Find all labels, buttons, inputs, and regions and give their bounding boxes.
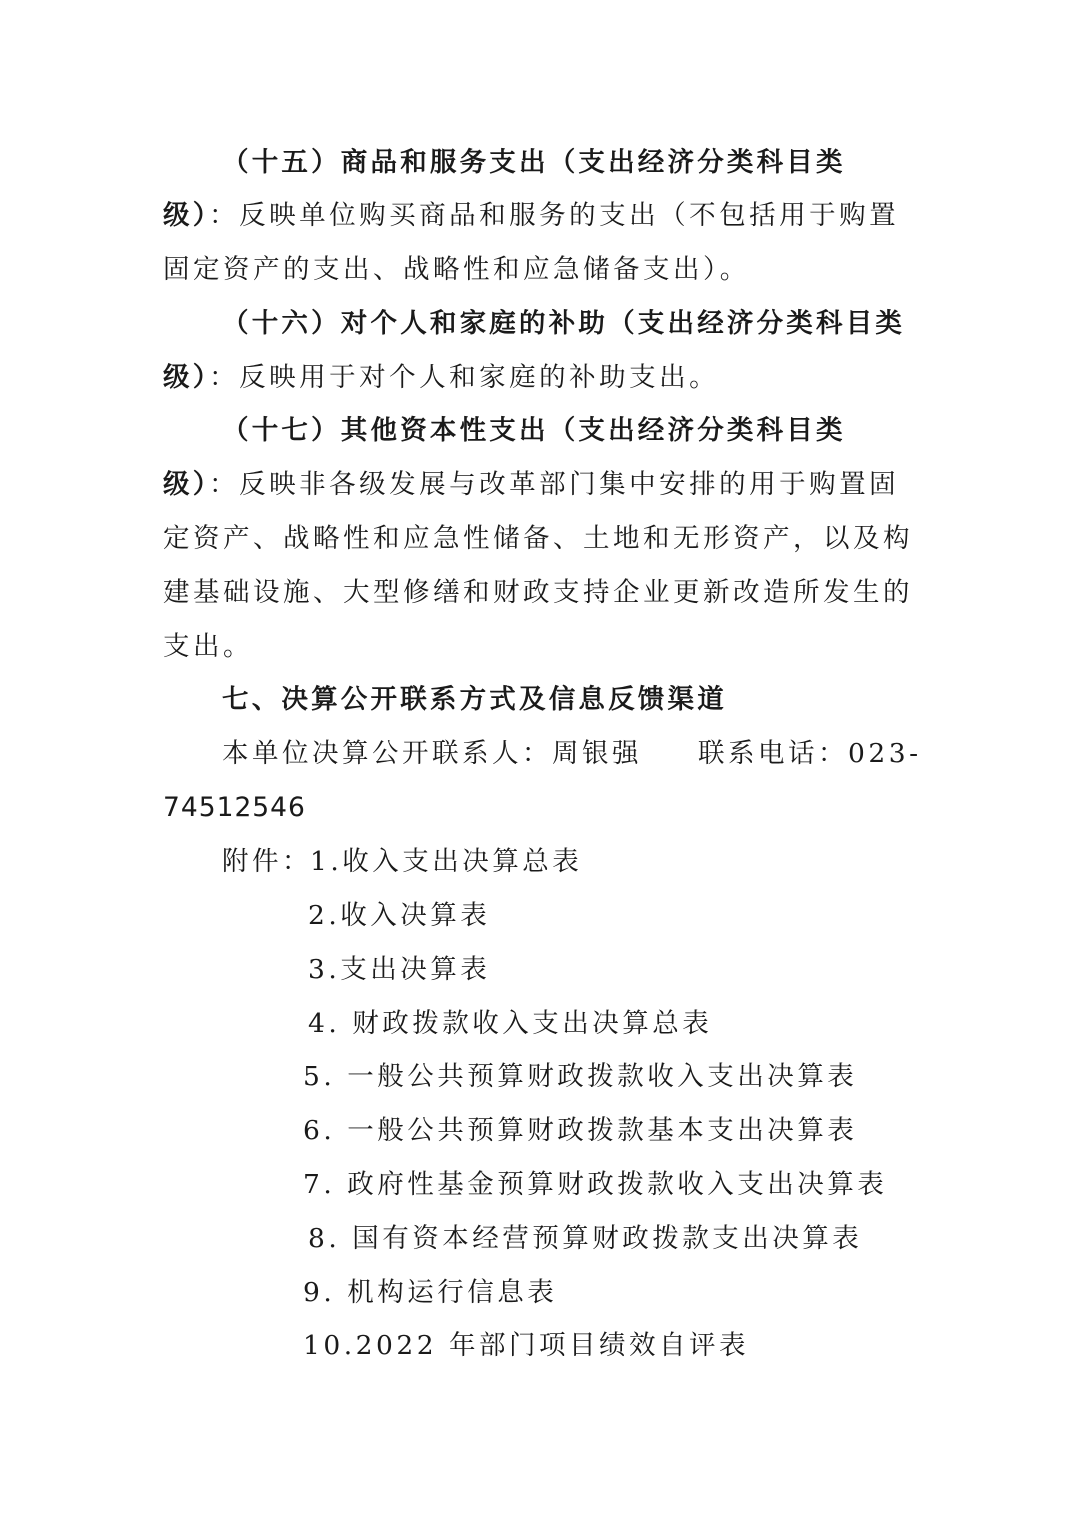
section-17-heading-cont: 级） <box>163 469 210 500</box>
section-17-body-4: 支出。 <box>163 631 253 662</box>
section-15-body-2: 固定资产的支出、战略性和应急储备支出）。 <box>163 254 750 285</box>
section-16-line-1 <box>163 360 719 396</box>
attachment-item-6: 6. 一般公共预算财政拨款基本支出决算表 <box>303 1115 858 1146</box>
attachment-item-8: 8. 国有资本经营预算财政拨款支出决算表 <box>308 1223 863 1254</box>
attachment-item-3: 3.支出决算表 <box>308 954 491 985</box>
section-17-body-2: 定资产、战略性和应急性储备、土地和无形资产，以及构 <box>163 523 913 554</box>
section-15-heading-cont: 级） <box>163 200 210 231</box>
attachment-item-2: 2.收入决算表 <box>308 900 491 931</box>
attachments-label: 附件： <box>222 846 312 877</box>
section-16-heading: （十六）对个人和家庭的补助（支出经济分类科目类 <box>222 308 906 339</box>
section-16-heading-cont: 级） <box>163 362 210 393</box>
section-17-heading: （十七）其他资本性支出（支出经济分类科目类 <box>222 415 846 446</box>
section-16-body-1: ：反映用于对个人和家庭的补助支出。 <box>209 362 720 393</box>
contact-person: 本单位决算公开联系人：周银强 <box>222 738 642 769</box>
attachment-item-7: 7. 政府性基金预算财政拨款收入支出决算表 <box>303 1169 888 1200</box>
contact-phone-label: 联系电话：023- <box>698 738 922 769</box>
section-17-line-1 <box>163 467 899 503</box>
section-17-body-3: 建基础设施、大型修缮和财政支持企业更新改造所发生的 <box>163 577 913 608</box>
contact-heading: 七、决算公开联系方式及信息反馈渠道 <box>222 684 727 715</box>
attachment-item-5: 5. 一般公共预算财政拨款收入支出决算表 <box>303 1061 858 1092</box>
section-15-line-1 <box>163 198 899 234</box>
contact-phone-cont: 74512546 <box>163 792 306 823</box>
attachment-item-1: 1.收入支出决算总表 <box>310 846 583 877</box>
attachment-item-9: 9. 机构运行信息表 <box>303 1277 558 1308</box>
section-17-body-1: ：反映非各级发展与改革部门集中安排的用于购置固 <box>209 469 900 500</box>
section-15-body-1: ：反映单位购买商品和服务的支出（不包括用于购置 <box>209 200 900 231</box>
attachment-item-10: 10.2022 年部门项目绩效自评表 <box>303 1330 750 1361</box>
section-15-heading: （十五）商品和服务支出（支出经济分类科目类 <box>222 147 846 178</box>
attachment-item-4: 4. 财政拨款收入支出决算总表 <box>308 1008 713 1039</box>
